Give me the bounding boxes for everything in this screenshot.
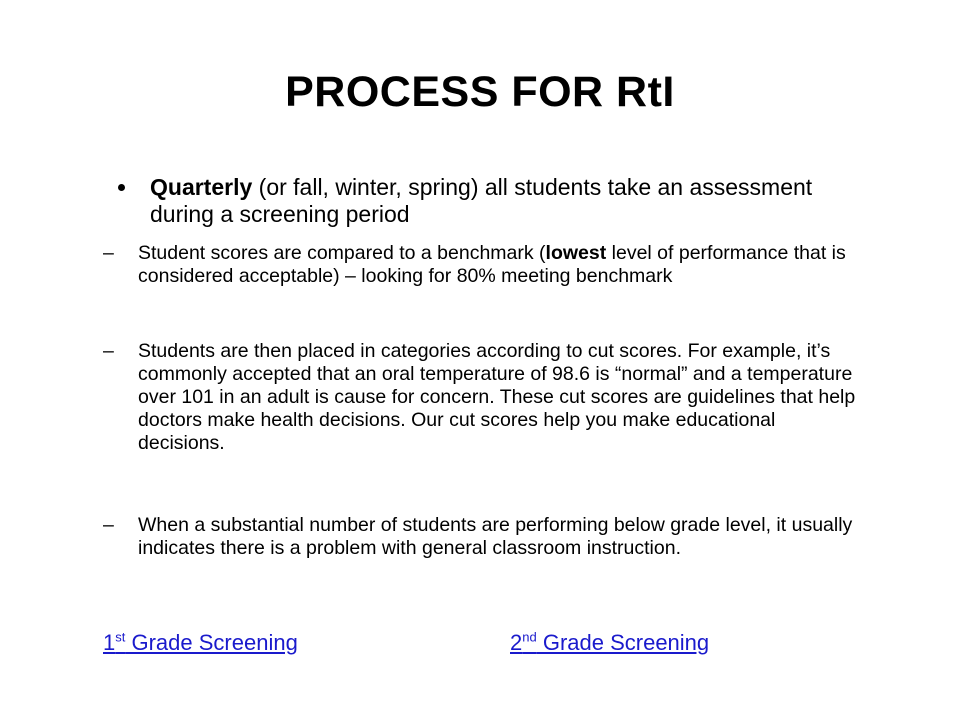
sub-bullet-1-post: level of performance that is considered acceptable) – looking for 80% meeting benchmark xyxy=(138,242,846,287)
main-bullet xyxy=(118,174,878,228)
bullet-dot-icon xyxy=(118,184,125,191)
sub-bullet-1-text xyxy=(138,242,863,288)
link-1-num: 1 xyxy=(103,630,116,655)
main-bullet-rest: (or fall, winter, spring) all students take an assessment during a screening period xyxy=(150,174,813,227)
sub-bullet-3 xyxy=(103,514,863,560)
sub-bullet-3-text: When a substantial number of students are performing below grade level, it usually indicates there is a problem with general classroom instruction. xyxy=(138,514,853,559)
slide-title: PROCESS FOR RtI xyxy=(285,68,675,116)
first-grade-screening-link[interactable] xyxy=(103,630,298,656)
sub-bullet-1 xyxy=(103,242,863,288)
dash-icon: – xyxy=(103,242,114,264)
link-2-sup: nd xyxy=(522,629,537,645)
sub-bullet-2-text: Students are then placed in categories according to cut scores. For example, it’s commonly accepted that an oral temperature of 98.6 is “normal” and a temperature over 101 in an adult is cause for concern. These cut scores are guidelines that help doctors make health decisions. Our cut scores help you make educational decisions. xyxy=(138,340,856,454)
second-grade-screening-link[interactable] xyxy=(510,630,709,656)
link-1-label: Grade Screening xyxy=(125,630,298,655)
sub-bullet-1-bold: lowest xyxy=(545,242,607,264)
link-2-num: 2 xyxy=(510,630,523,655)
dash-icon: – xyxy=(103,514,114,536)
main-bullet-text xyxy=(150,174,878,228)
sub-bullet-1-pre: Student scores are compared to a benchmark ( xyxy=(138,242,546,264)
sub-bullet-2 xyxy=(103,340,863,455)
main-bullet-bold: Quarterly xyxy=(150,174,253,200)
dash-icon: – xyxy=(103,340,114,362)
link-1-sup: st xyxy=(115,629,126,645)
link-2-label: Grade Screening xyxy=(536,630,710,655)
